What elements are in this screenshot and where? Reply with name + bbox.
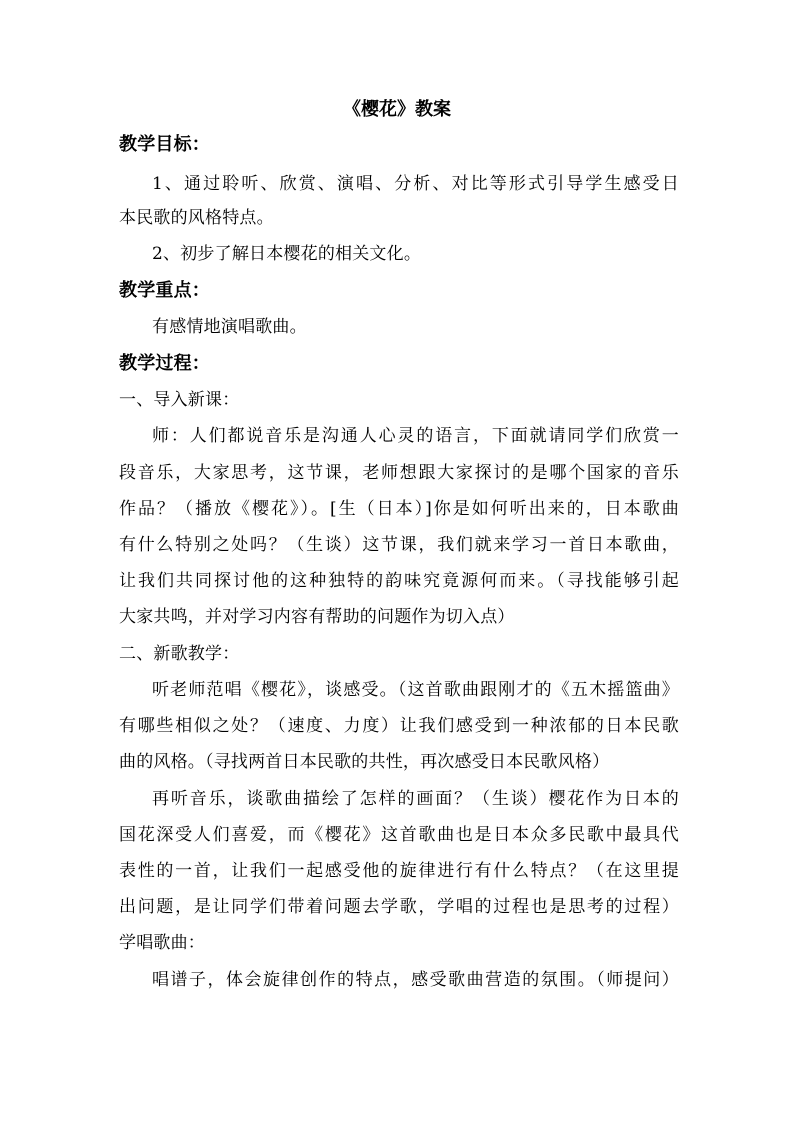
document-title: 《樱花》教案 [343,99,451,120]
p2-line2: 有哪些相似之处？（速度、力度）让我们感受到一种浓郁的日本民歌 [119,716,679,736]
p1-line4: 有什么特别之处吗？（生谈）这节课，我们就来学习一首日本歌曲， [119,535,679,555]
p3-line4: 出问题，是让同学们带着问题去学歌，学唱的过程也是思考的过程） [119,897,679,917]
p4-line1: 唱谱子，体会旋律创作的特点，感受歌曲营造的氛围。（师提问） [152,970,679,990]
p3-line2: 国花深受人们喜爱，而《樱花》这首歌曲也是日本众多民歌中最具代 [119,825,679,845]
part2-heading: 二、新歌教学： [119,644,240,664]
p2-line3: 曲的风格。（寻找两首日本民歌的共性，再次感受日本民歌风格） [119,752,610,772]
p1-line6: 大家共鸣，并对学习内容有帮助的问题作为切入点） [119,607,515,627]
p3-line5: 学唱歌曲： [119,933,205,953]
focus-heading: 教学重点： [119,280,210,301]
p1-line3: 作品？（播放《樱花》）。[生（日本）]你是如何听出来的，日本歌曲 [119,499,679,519]
p1-line5: 让我们共同探讨他的这种独特的韵味究竟源何而来。（寻找能够引起 [119,571,679,591]
goal1-line2: 本民歌的风格特点。 [119,208,274,228]
p2-line1: 听老师范唱《樱花》，谈感受。（这首歌曲跟刚才的《五木摇篮曲》 [152,680,679,700]
p1-line1: 师：人们都说音乐是沟通人心灵的语言，下面就请同学们欣赏一 [152,426,679,446]
p1-line2: 段音乐，大家思考，这节课，老师想跟大家探讨的是哪个国家的音乐 [119,463,679,483]
goal1-line1: 1、通过聆听、欣赏、演唱、分析、对比等形式引导学生感受日 [152,174,679,194]
process-heading: 教学过程： [119,353,210,374]
p3-line1: 再听音乐，谈歌曲描绘了怎样的画面？（生谈）樱花作为日本的 [152,789,679,809]
part1-heading: 一、导入新课： [119,390,240,410]
goal2-text: 2、初步了解日本樱花的相关文化。 [152,244,422,264]
focus-text: 有感情地演唱歌曲。 [152,317,307,337]
goals-heading: 教学目标： [119,134,210,155]
p3-line3: 表性的一首，让我们一起感受他的旋律进行有什么特点？（在这里提 [119,861,679,881]
